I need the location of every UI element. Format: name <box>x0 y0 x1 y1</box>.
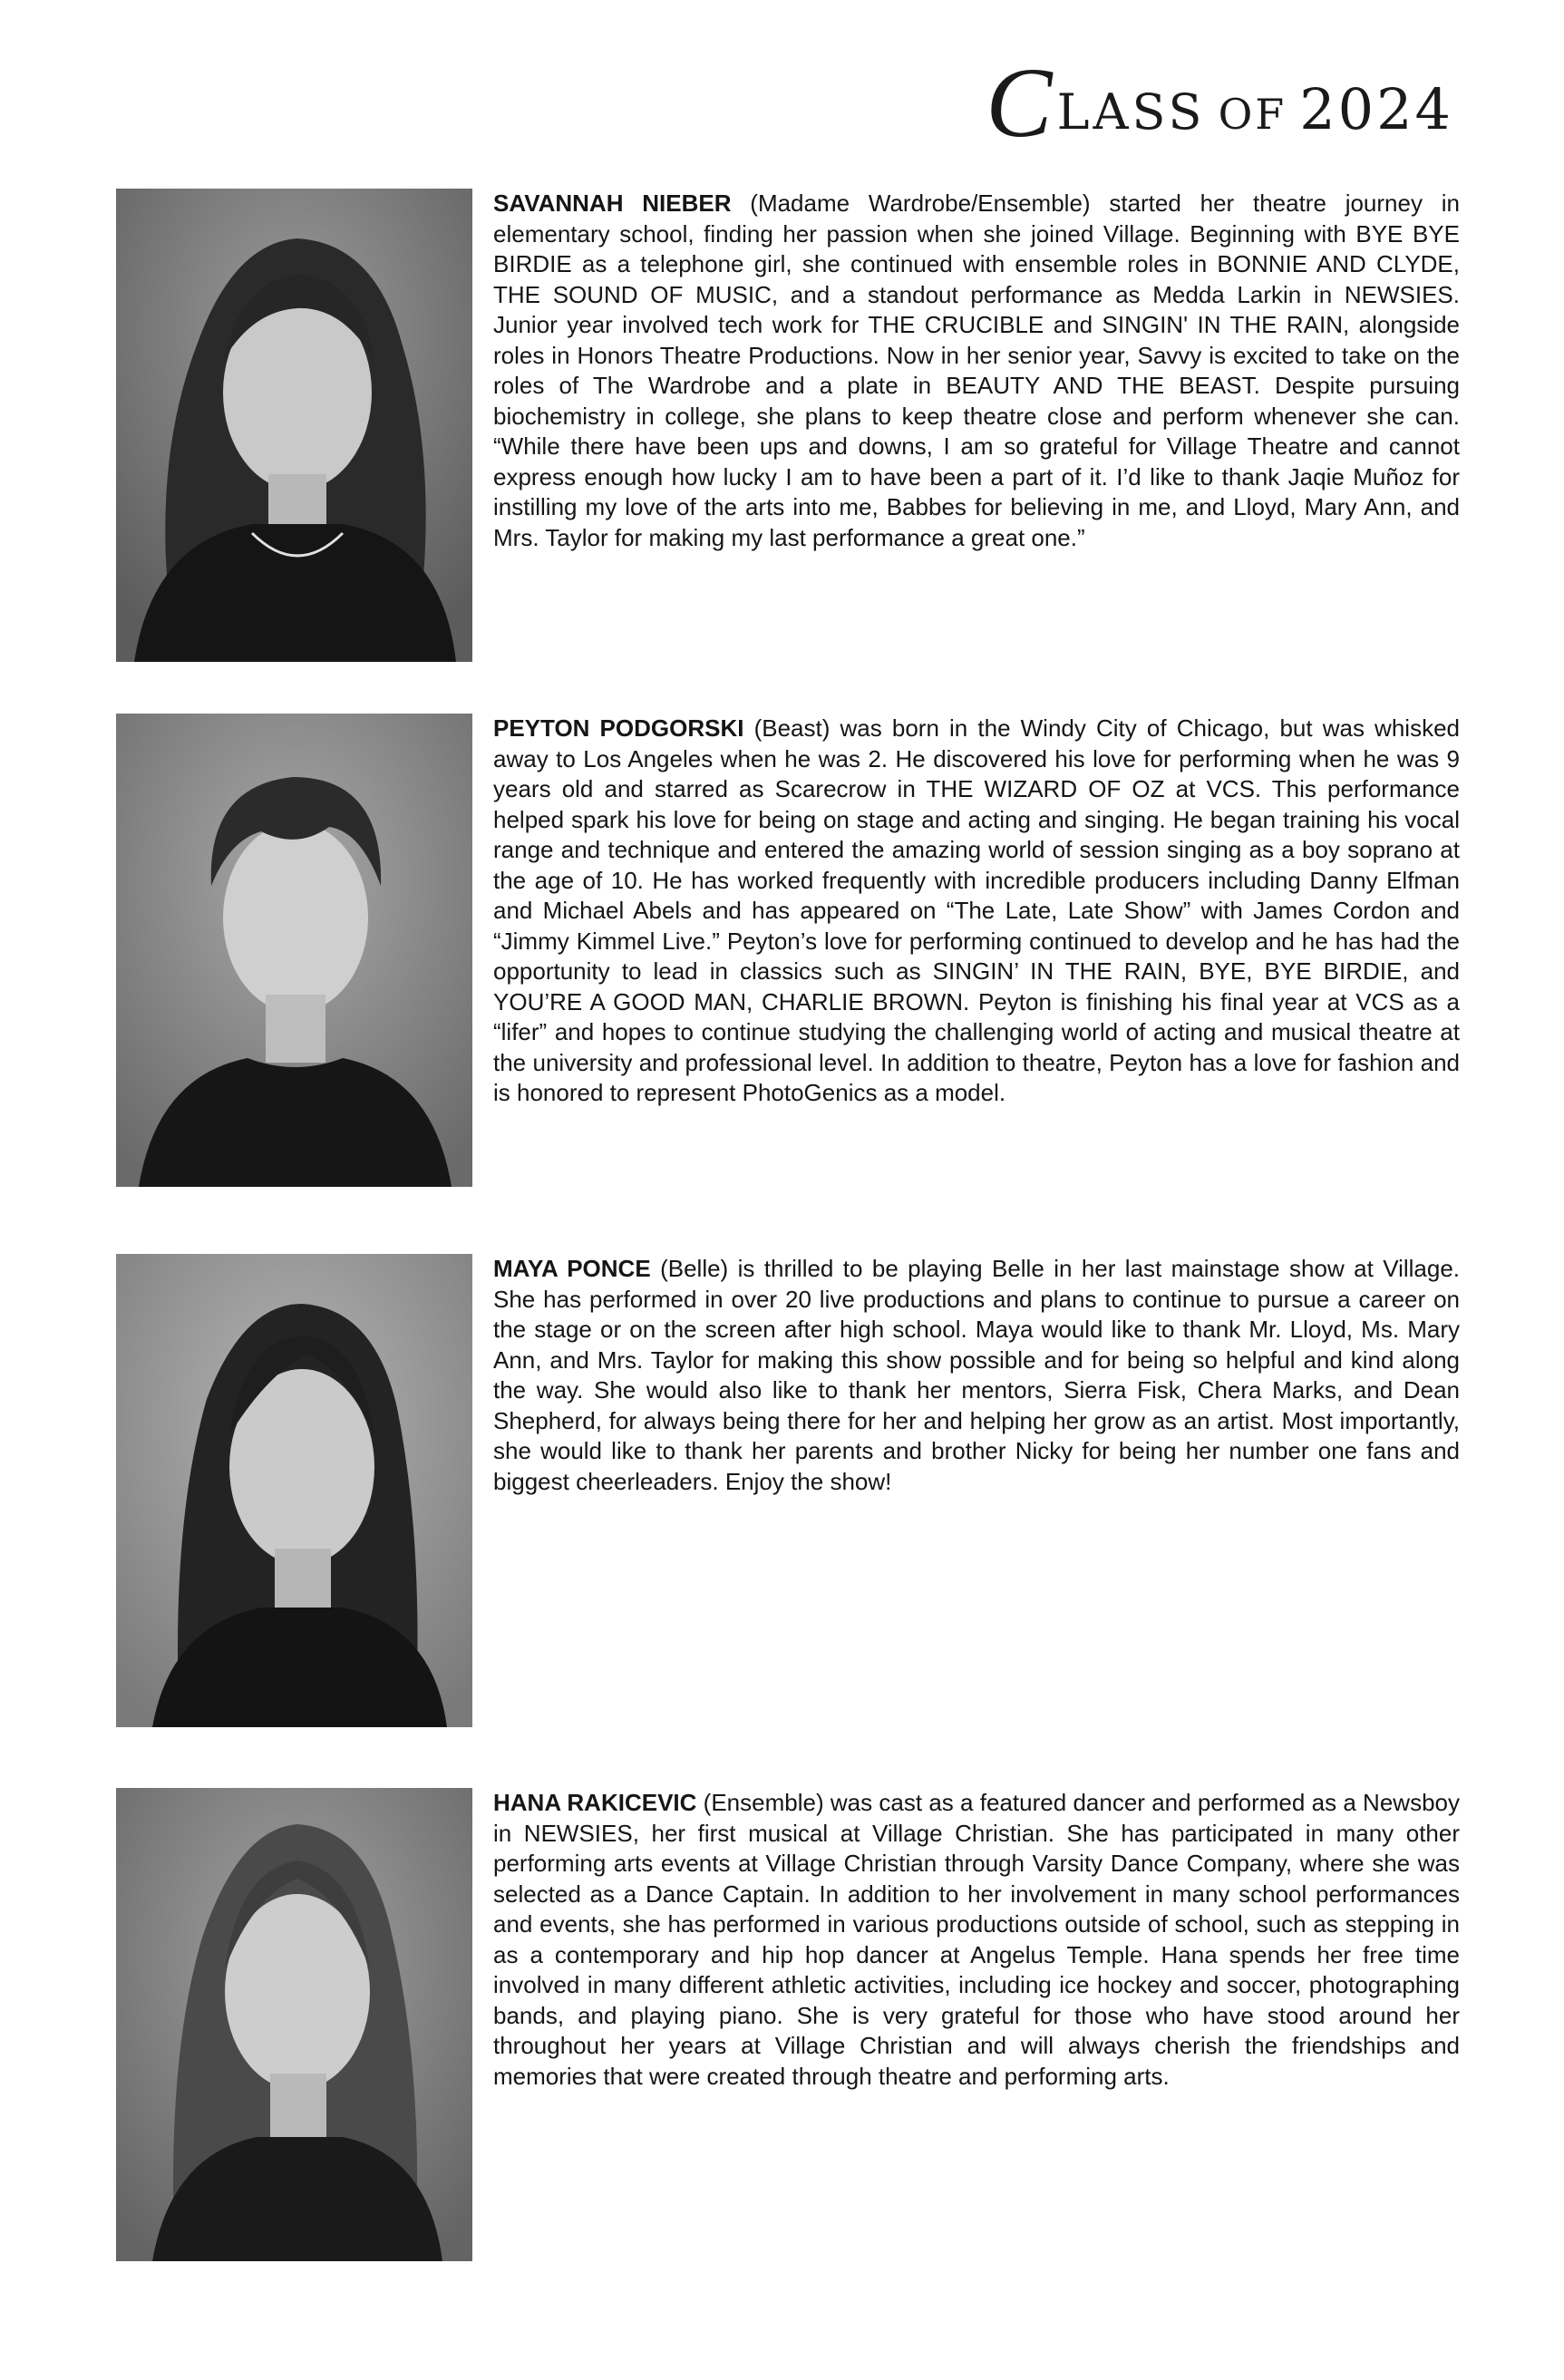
bio-body: (Ensemble) was cast as a featured dancer and performed as a Newsboy in NEWSIES, her first musical at Village Christian. She has participated in many other performing arts events at Village Christian through Varsity Dance Company, where she was selected as a Dance Captain. In addition to her involvement in many school performances and events, she has performed in various productions outside of school, such as stepping in as a contemporary and hip hop dancer at Angelus Temple. Hana spends her free time involved in many different athletic activities, including ice hockey and soccer, photographing bands, and playing piano. She is very grateful for those who have stood around her throughout her years at Village Christian and will always cherish the friendships and memories that were created through theatre and performing arts. <box>493 1789 1460 2090</box>
performer-name: PEYTON PODGORSKI <box>493 714 744 742</box>
bio-body: (Beast) was born in the Windy City of Chicago, but was whisked away to Los Angeles when he was 2. He discovered his love for performing when he was 9 years old and starred as Scarecrow in THE WIZARD OF OZ at VCS. This performance helped spark his love for being on stage and acting and singing. He began training his vocal range and technique and entered the amazing world of session singing as a boy soprano at the age of 10. He has worked frequently with incredible producers including Danny Elfman and Michael Abels and has appeared on “The Late, Late Show” with James Cordon and “Jimmy Kimmel Live.” Peyton’s love for performing continued to develop and he has had the opportunity to lead in classics such as SINGIN’ IN THE RAIN, BYE, BYE BIRDIE, and YOU’RE A GOOD MAN, CHARLIE BROWN. Peyton is finishing his final year at VCS as a “lifer” and hopes to continue studying the challenging world of acting and musical theatre at the university and professional level. In addition to theatre, Peyton has a love for fashion and is honored to represent PhotoGenics as a model. <box>493 714 1460 1106</box>
bio-text <box>493 189 1460 553</box>
bio-text <box>493 1254 1460 1497</box>
bio-maya-ponce <box>116 1254 1462 1727</box>
bio-text <box>493 714 1460 1109</box>
page-title <box>986 47 1453 158</box>
title-initial: C <box>986 47 1055 158</box>
headshot-photo <box>116 1788 472 2261</box>
headshot-image <box>116 1788 472 2261</box>
performer-name: SAVANNAH NIEBER <box>493 189 732 217</box>
bio-text <box>493 1788 1460 2092</box>
performer-name: MAYA PONCE <box>493 1255 651 1282</box>
bio-hana-rakicevic <box>116 1788 1462 2261</box>
headshot-image <box>116 189 472 662</box>
performer-name: HANA RAKICEVIC <box>493 1789 697 1816</box>
bio-body: (Madame Wardrobe/Ensemble) started her theatre journey in elementary school, finding her passion when she joined Village. Beginning with BYE BYE BIRDIE as a telephone girl, she continued with ensemble roles in BONNIE AND CLYDE, THE SOUND OF MUSIC, and a standout performance as Medda Larkin in NEWSIES. Junior year involved tech work for THE CRUCIBLE and SINGIN' IN THE RAIN, alongside roles in Honors Theatre Productions. Now in her senior year, Savvy is excited to take on the roles of The Wardrobe and a plate in BEAUTY AND THE BEAST. Despite pursuing biochemistry in college, she plans to keep theatre close and perform whenever she can. “While there have been ups and downs, I am so grateful for Village Theatre and cannot express enough how lucky I am to have been a part of it. I’d like to thank Jaqie Muñoz for instilling my love of the arts into me, Babbes for believing in me, and Lloyd, Mary Ann, and Mrs. Taylor for making my last performance a great one.” <box>493 189 1460 551</box>
headshot-photo <box>116 189 472 662</box>
title-rest: LASS <box>1056 83 1206 141</box>
title-year: 2024 <box>1299 76 1453 142</box>
headshot-photo <box>116 714 472 1187</box>
bio-body: (Belle) is thrilled to be playing Belle in her last mainstage show at Village. She has performed in over 20 live productions and plans to continue to pursue a career on the stage or on the screen after high school. Maya would like to thank Mr. Lloyd, Ms. Mary Ann, and Mrs. Taylor for making this show possible and for being so helpful and kind along the way. She would also like to thank her mentors, Sierra Fisk, Chera Marks, and Dean Shepherd, for always being there for her and helping her grow as an artist. Most importantly, she would like to thank her parents and brother Nicky for being her number one fans and biggest cheerleaders. Enjoy the show! <box>493 1255 1461 1495</box>
headshot-image <box>116 714 472 1187</box>
headshot-image <box>116 1254 472 1727</box>
bio-peyton-podgorski <box>116 714 1462 1187</box>
headshot-photo <box>116 1254 472 1727</box>
title-of: OF <box>1218 90 1287 139</box>
bio-savannah-nieber <box>116 189 1462 662</box>
